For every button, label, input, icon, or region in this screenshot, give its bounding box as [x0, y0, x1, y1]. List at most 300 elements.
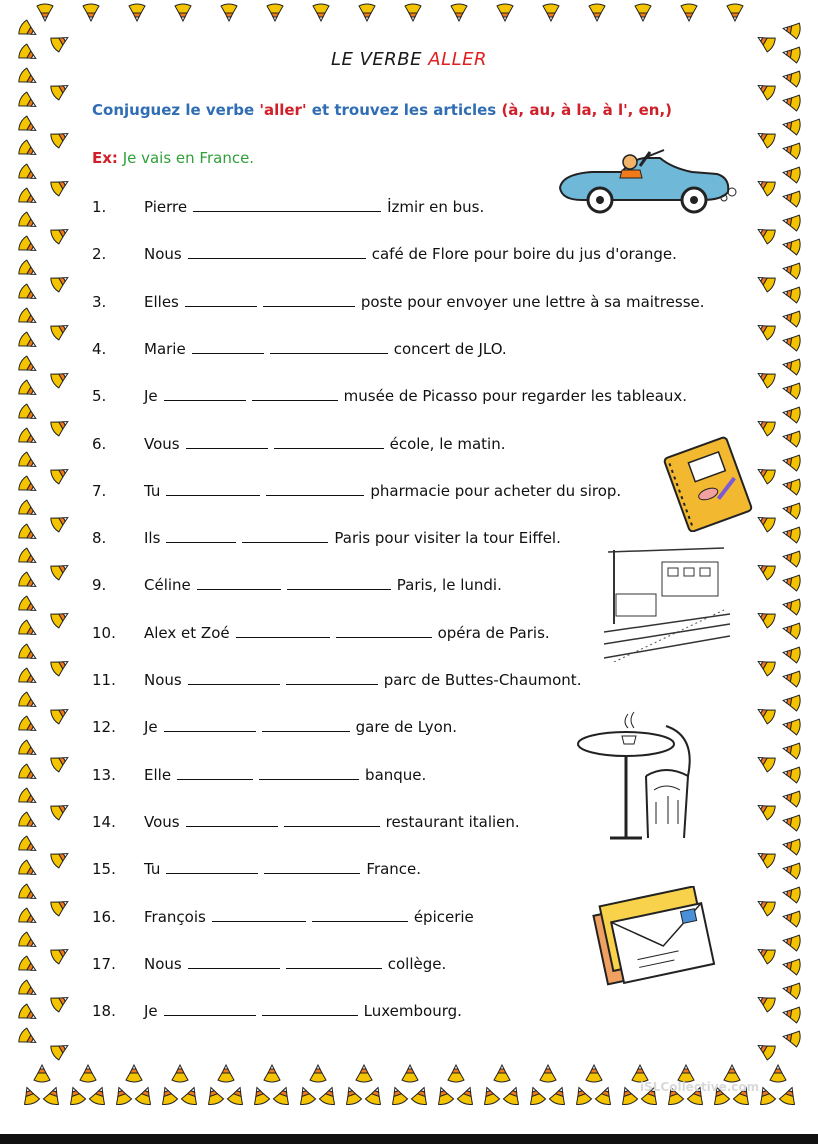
exercise-number: 4. [92, 339, 107, 358]
candy-corn-icon [19, 1085, 40, 1106]
candy-corn-icon [175, 4, 191, 21]
candy-corn-icon [17, 523, 40, 545]
candy-corn-icon [540, 1065, 556, 1082]
exercise-subject: Nous [144, 671, 182, 689]
candy-corn-icon [782, 285, 802, 304]
answer-blank[interactable] [188, 672, 280, 685]
candy-corn-icon [17, 307, 40, 329]
candy-corn-icon [595, 1085, 616, 1106]
exercise-row [92, 482, 621, 500]
candy-corn-icon [80, 1065, 96, 1082]
exercise-ending: İzmir en bus. [387, 198, 485, 216]
candy-corn-icon [586, 1065, 602, 1082]
exercise-subject: Tu [144, 481, 161, 500]
candy-corn-icon [782, 357, 802, 376]
exercise-number: 16. [92, 907, 116, 926]
exercise-ending: restaurant italien. [385, 812, 520, 831]
exercise-number: 9. [92, 576, 107, 595]
candy-corn-icon [782, 597, 802, 616]
exercise-number: 12. [92, 718, 116, 737]
candy-corn-icon [782, 933, 802, 952]
candy-corn-icon [779, 1085, 800, 1106]
exercise-ending: concert de JLO. [393, 339, 507, 358]
candy-corn-icon [782, 453, 802, 472]
candy-corn-icon [17, 547, 40, 569]
exercise-ending: opéra de Paris. [437, 623, 550, 642]
exercise-row [92, 718, 457, 736]
candy-corn-icon [49, 127, 72, 149]
candy-corn-icon [525, 1085, 546, 1106]
candy-corn-icon [17, 763, 40, 785]
car-icon [552, 148, 742, 220]
exercise-ending: Paris pour visiter la tour Eiffel. [334, 529, 561, 548]
exercise-row [92, 293, 705, 311]
exercise-number: 13. [92, 765, 116, 784]
exercise-number: 15. [92, 860, 116, 879]
bottom-bar [0, 1134, 818, 1144]
answer-blank[interactable] [262, 719, 350, 732]
candy-corn-icon [754, 943, 777, 965]
candy-corn-icon [782, 669, 802, 688]
candy-corn-icon [448, 1065, 464, 1082]
exercise-number: 10. [92, 623, 116, 642]
candy-corn-icon [782, 309, 802, 328]
candy-corn-icon [782, 141, 802, 160]
candy-corn-icon [17, 187, 40, 209]
candy-corn-icon [782, 717, 802, 736]
watermark: iSLCollective.com [640, 1080, 760, 1094]
answer-blank[interactable] [166, 530, 236, 543]
exercise-subject: Je [144, 718, 158, 737]
example-line: Ex: Je vais en France. [92, 149, 255, 167]
candy-corn-icon [754, 895, 777, 917]
candy-corn-icon [497, 4, 513, 21]
candy-corn-icon [89, 1085, 110, 1106]
candy-corn-icon [65, 1085, 86, 1106]
answer-blank[interactable] [166, 483, 260, 496]
exercise-subject: Vous [144, 434, 180, 453]
exercise-ending: parc de Buttes-Chaumont. [383, 671, 582, 689]
answer-blank[interactable] [164, 719, 256, 732]
candy-corn-icon [157, 1085, 178, 1106]
exercise-subject: Pierre [144, 198, 188, 216]
candy-corn-icon [17, 67, 40, 89]
exercise-number: 7. [92, 481, 107, 500]
candy-corn-icon [129, 4, 145, 21]
answer-blank[interactable] [263, 294, 355, 307]
candy-corn-icon [754, 223, 777, 245]
exercise-ending: Paris, le lundi. [396, 576, 502, 595]
answer-blank[interactable] [177, 767, 253, 780]
candy-corn-icon [782, 477, 802, 496]
candy-corn-icon [356, 1065, 372, 1082]
candy-corn-icon [359, 4, 375, 21]
candy-corn-icon [782, 813, 802, 832]
candy-corn-icon [17, 403, 40, 425]
candy-corn-icon [782, 693, 802, 712]
answer-blank[interactable] [193, 199, 381, 212]
candy-corn-icon [43, 1085, 64, 1106]
candy-corn-icon [782, 261, 802, 280]
candy-corn-icon [49, 895, 72, 917]
candy-corn-icon [17, 91, 40, 113]
answer-blank[interactable] [186, 436, 268, 449]
candy-corn-icon [17, 115, 40, 137]
answer-blank[interactable] [270, 341, 388, 354]
candy-corn-icon [17, 595, 40, 617]
candy-corn-icon [782, 861, 802, 880]
answer-blank[interactable] [164, 388, 246, 401]
answer-blank[interactable] [185, 294, 257, 307]
candy-corn-icon [17, 259, 40, 281]
candy-corn-icon [49, 79, 72, 101]
answer-blank[interactable] [274, 436, 384, 449]
answer-blank[interactable] [264, 861, 360, 874]
candy-corn-icon [754, 991, 777, 1013]
candy-corn-icon [310, 1065, 326, 1082]
candy-corn-icon [49, 991, 72, 1013]
answer-blank[interactable] [259, 767, 359, 780]
candy-corn-icon [49, 943, 72, 965]
answer-blank[interactable] [164, 1003, 256, 1016]
exercise-ending: gare de Lyon. [355, 718, 458, 737]
candy-corn-icon [754, 463, 777, 485]
exercise-row [92, 813, 520, 831]
candy-corn-icon [17, 787, 40, 809]
candy-corn-icon [17, 1027, 40, 1049]
candy-corn-icon [49, 607, 72, 629]
exercise-row [92, 766, 426, 784]
candy-corn-icon [782, 333, 802, 352]
candy-corn-icon [754, 511, 777, 533]
candy-corn-icon [17, 883, 40, 905]
candy-corn-icon [49, 703, 72, 725]
answer-blank[interactable] [286, 672, 378, 685]
candy-corn-icon [49, 847, 72, 869]
candy-corn-icon [49, 175, 72, 197]
candy-corn-icon [17, 475, 40, 497]
answer-blank[interactable] [188, 956, 280, 969]
exercise-subject: Nous [144, 954, 182, 973]
candy-corn-icon [782, 189, 802, 208]
candy-corn-icon [782, 885, 802, 904]
candy-corn-icon [17, 619, 40, 641]
exercise-ending: école, le matin. [389, 434, 506, 453]
candy-corn-icon [17, 691, 40, 713]
exercise-number: 17. [92, 954, 116, 973]
candy-corn-icon [17, 163, 40, 185]
candy-corn-icon [543, 4, 559, 21]
candy-corn-icon [782, 573, 802, 592]
candy-corn-icon [17, 739, 40, 761]
candy-corn-icon [754, 127, 777, 149]
candy-corn-icon [451, 4, 467, 21]
exercise-number: 18. [92, 1002, 116, 1021]
candy-corn-icon [17, 1003, 40, 1025]
exercise-subject: Ils [144, 529, 161, 548]
candy-corn-icon [17, 283, 40, 305]
exercise-number: 3. [92, 292, 107, 311]
candy-corn-icon [49, 415, 72, 437]
answer-blank[interactable] [188, 246, 366, 259]
candy-corn-icon [218, 1065, 234, 1082]
candy-corn-icon [49, 559, 72, 581]
exercise-number: 14. [92, 812, 116, 831]
exercise-subject: Marie [144, 339, 186, 358]
candy-corn-icon [17, 235, 40, 257]
candy-corn-icon [754, 799, 777, 821]
candy-corn-icon [782, 1029, 802, 1048]
answer-blank[interactable] [336, 625, 432, 638]
exercise-ending: Luxembourg. [363, 1002, 462, 1021]
exercise-row [92, 387, 687, 405]
candy-corn-icon [17, 931, 40, 953]
exercise-subject: Alex et Zoé [144, 623, 230, 642]
candy-corn-icon [770, 1065, 786, 1082]
candy-corn-icon [365, 1085, 386, 1106]
candy-corn-icon [457, 1085, 478, 1106]
candy-corn-icon [313, 4, 329, 21]
candy-corn-icon [49, 463, 72, 485]
candy-corn-icon [571, 1085, 592, 1106]
candy-corn-icon [782, 645, 802, 664]
candy-corn-icon [264, 1065, 280, 1082]
notebook-icon [656, 432, 756, 532]
answer-blank[interactable] [192, 341, 264, 354]
candy-corn-icon [754, 751, 777, 773]
candy-corn-icon [49, 271, 72, 293]
exercise-ending: café de Flore pour boire du jus d'orange. [371, 245, 677, 264]
answer-blank[interactable] [186, 814, 278, 827]
candy-corn-icon [17, 451, 40, 473]
exercise-subject: François [144, 907, 206, 926]
exercise-subject: Elle [144, 765, 172, 784]
page-title [0, 49, 818, 70]
answer-blank[interactable] [197, 577, 281, 590]
candy-corn-icon [727, 4, 743, 21]
exercise-ending: banque. [365, 765, 427, 784]
answer-blank[interactable] [262, 1003, 358, 1016]
exercise-ending: musée de Picasso pour regarder les tableaux. [343, 387, 688, 406]
answer-blank[interactable] [242, 530, 328, 543]
exercise-row [92, 198, 484, 216]
candy-corn-icon [782, 213, 802, 232]
candy-corn-icon [49, 799, 72, 821]
candy-corn-icon [49, 319, 72, 341]
answer-blank[interactable] [284, 814, 380, 827]
candy-corn-icon [17, 667, 40, 689]
candy-corn-icon [17, 211, 40, 233]
candy-corn-icon [782, 909, 802, 928]
candy-corn-icon [782, 981, 802, 1000]
candy-corn-icon [17, 355, 40, 377]
exercise-row [92, 1002, 462, 1020]
candy-corn-icon [754, 847, 777, 869]
exercise-row [92, 860, 421, 878]
candy-corn-icon [782, 165, 802, 184]
candy-corn-icon [111, 1085, 132, 1106]
candy-corn-icon [782, 237, 802, 256]
candy-corn-icon [17, 979, 40, 1001]
candy-corn-icon [782, 837, 802, 856]
candy-corn-icon [782, 741, 802, 760]
exercise-subject: Nous [144, 245, 182, 264]
candy-corn-icon [782, 405, 802, 424]
candy-corn-icon [589, 4, 605, 21]
train-station-icon [604, 544, 730, 662]
answer-blank[interactable] [287, 577, 391, 590]
exercise-row [92, 245, 677, 263]
candy-corn-icon [754, 319, 777, 341]
candy-corn-icon [319, 1085, 340, 1106]
exercise-row [92, 435, 506, 453]
candy-corn-icon [782, 765, 802, 784]
answer-blank[interactable] [312, 909, 408, 922]
candy-corn-icon [617, 1085, 638, 1106]
candy-corn-icon [172, 1065, 188, 1082]
exercise-ending: pharmacie pour acheter du sirop. [370, 481, 622, 500]
candy-corn-icon [782, 621, 802, 640]
candy-corn-icon [295, 1085, 316, 1106]
answer-blank[interactable] [166, 861, 258, 874]
candy-corn-icon [17, 715, 40, 737]
candy-corn-icon [782, 69, 802, 88]
exercise-subject: Elles [144, 292, 179, 311]
candy-corn-icon [782, 1005, 802, 1024]
title-highlight: ALLER [428, 49, 487, 70]
candy-corn-icon [754, 79, 777, 101]
candy-corn-icon [782, 549, 802, 568]
exercise-row [92, 908, 474, 926]
candy-corn-icon [782, 957, 802, 976]
exercise-number: 5. [92, 387, 107, 406]
candy-corn-icon [681, 4, 697, 21]
answer-blank[interactable] [266, 483, 364, 496]
candy-corn-icon [754, 415, 777, 437]
candy-corn-icon [341, 1085, 362, 1106]
candy-corn-icon [479, 1085, 500, 1106]
candy-corn-icon [34, 1065, 50, 1082]
candy-corn-icon [754, 655, 777, 677]
candy-corn-icon [17, 427, 40, 449]
candy-corn-icon [17, 859, 40, 881]
candy-corn-icon [17, 379, 40, 401]
exercise-ending: poste pour envoyer une lettre à sa maitresse. [360, 292, 705, 311]
exercise-row [92, 576, 502, 594]
exercise-row [92, 529, 561, 547]
candy-corn-icon [17, 499, 40, 521]
candy-corn-icon [754, 175, 777, 197]
answer-blank[interactable] [236, 625, 330, 638]
candy-corn-icon [17, 907, 40, 929]
candy-corn-icon [49, 751, 72, 773]
exercise-number: 6. [92, 434, 107, 453]
candy-corn-icon [49, 655, 72, 677]
exercise-number: 8. [92, 529, 107, 548]
exercise-number: 1. [92, 198, 107, 216]
candy-corn-icon [221, 4, 237, 21]
candy-corn-icon [17, 331, 40, 353]
candy-corn-icon [503, 1085, 524, 1106]
candy-corn-icon [754, 559, 777, 581]
exercise-row [92, 955, 446, 973]
exercise-subject: Vous [144, 812, 180, 831]
exercise-number: 11. [92, 671, 116, 689]
candy-corn-icon [635, 4, 651, 21]
candy-corn-icon [126, 1065, 142, 1082]
candy-corn-icon [249, 1085, 270, 1106]
candy-corn-icon [83, 4, 99, 21]
cafe-table-icon [576, 706, 700, 844]
candy-corn-icon [433, 1085, 454, 1106]
title-text: LE VERBE [330, 49, 429, 70]
candy-corn-icon [782, 525, 802, 544]
exercise-subject: Je [144, 387, 158, 406]
candy-corn-icon [405, 4, 421, 21]
exercise-row [92, 340, 507, 358]
candy-corn-icon [754, 1039, 777, 1061]
candy-corn-icon [549, 1085, 570, 1106]
candy-corn-icon [387, 1085, 408, 1106]
candy-corn-icon [49, 223, 72, 245]
candy-corn-icon [267, 4, 283, 21]
candy-corn-icon [782, 117, 802, 136]
exercise-ending: France. [366, 860, 422, 879]
instruction: Conjuguez le verbe 'aller' et trouvez les articles (à, au, à la, à l', en,) [92, 101, 673, 119]
candy-corn-icon [17, 643, 40, 665]
exercise-number: 2. [92, 245, 107, 264]
exercise-ending: collège. [387, 954, 447, 973]
exercise-subject: Céline [144, 576, 191, 595]
candy-corn-icon [17, 835, 40, 857]
exercise-row [92, 671, 581, 689]
candy-corn-icon [411, 1085, 432, 1106]
candy-corn-icon [17, 139, 40, 161]
letters-icon [586, 886, 720, 996]
candy-corn-icon [273, 1085, 294, 1106]
candy-corn-icon [17, 955, 40, 977]
candy-corn-icon [754, 607, 777, 629]
candy-corn-icon [782, 429, 802, 448]
candy-corn-icon [402, 1065, 418, 1082]
answer-blank[interactable] [212, 909, 306, 922]
exercise-subject: Tu [144, 860, 161, 879]
candy-corn-icon [37, 4, 53, 21]
candy-corn-icon [754, 703, 777, 725]
candy-corn-icon [49, 1039, 72, 1061]
candy-corn-icon [203, 1085, 224, 1106]
candy-corn-icon [17, 19, 40, 41]
candy-corn-icon [17, 571, 40, 593]
candy-corn-icon [17, 811, 40, 833]
candy-corn-icon [754, 367, 777, 389]
exercise-subject: Je [144, 1002, 158, 1021]
candy-corn-icon [227, 1085, 248, 1106]
exercise-ending: épicerie [413, 907, 474, 926]
answer-blank[interactable] [286, 956, 382, 969]
candy-corn-icon [782, 21, 802, 40]
candy-corn-icon [782, 501, 802, 520]
exercise-row [92, 624, 550, 642]
candy-corn-icon [494, 1065, 510, 1082]
candy-corn-icon [782, 789, 802, 808]
candy-corn-icon [754, 271, 777, 293]
candy-corn-icon [49, 511, 72, 533]
candy-corn-icon [782, 93, 802, 112]
candy-corn-icon [782, 381, 802, 400]
candy-corn-icon [49, 367, 72, 389]
answer-blank[interactable] [252, 388, 338, 401]
